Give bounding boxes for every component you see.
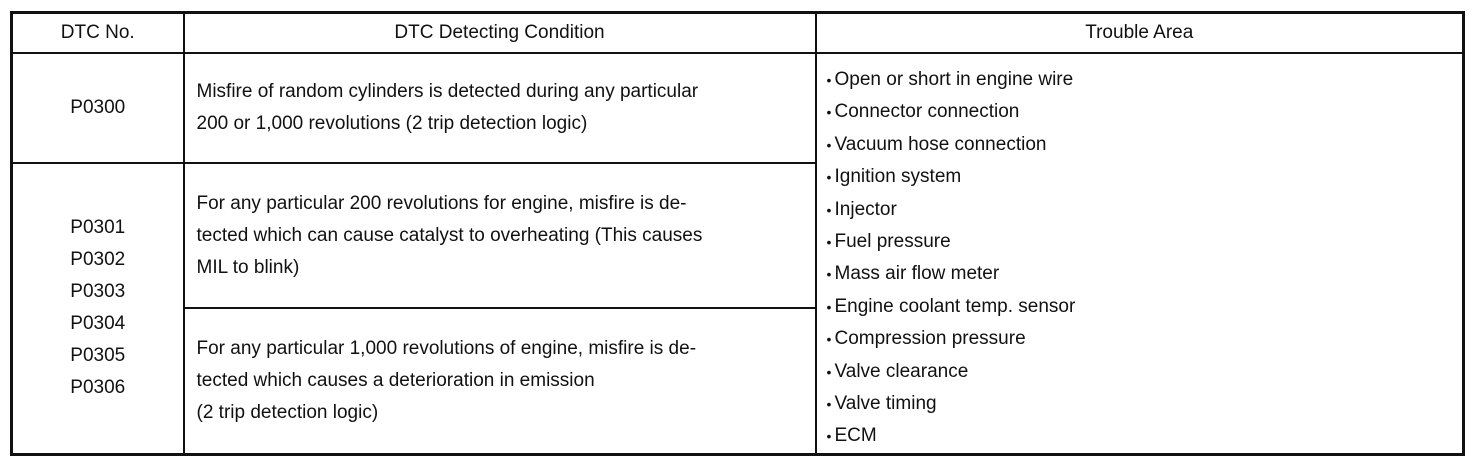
trouble-area-text: ECM <box>834 425 877 447</box>
dtc-table <box>10 11 1465 456</box>
trouble-area-list <box>827 64 1463 453</box>
trouble-area-text: Connector connection <box>834 101 1020 123</box>
bullet-icon: • <box>826 363 832 380</box>
dtc-code: P0304 <box>70 313 126 335</box>
dtc-code: P0303 <box>70 281 126 303</box>
bullet-icon: • <box>826 136 832 153</box>
trouble-area-text: Engine coolant temp. sensor <box>834 295 1076 317</box>
list-item <box>827 258 1463 290</box>
list-item <box>827 356 1463 388</box>
bullet-icon: • <box>826 266 832 283</box>
trouble-area-text: Vacuum hose connection <box>834 133 1047 155</box>
list-item <box>827 64 1463 96</box>
list-item <box>827 129 1463 161</box>
bullet-icon: • <box>826 298 832 315</box>
condition-line: MIL to blink) <box>196 256 300 278</box>
condition-cell <box>184 163 816 308</box>
table-row <box>12 53 1464 163</box>
header-dtc-no: DTC No. <box>12 13 184 54</box>
header-detecting-condition: DTC Detecting Condition <box>184 13 816 54</box>
list-item <box>827 96 1463 128</box>
list-item <box>827 161 1463 193</box>
bullet-icon: • <box>826 396 832 413</box>
list-item <box>827 226 1463 258</box>
trouble-area-text: Valve clearance <box>834 360 969 382</box>
trouble-area-text: Open or short in engine wire <box>834 69 1074 90</box>
trouble-area-text: Mass air flow meter <box>834 263 1000 285</box>
list-item <box>827 323 1463 355</box>
dtc-code: P0306 <box>70 377 126 399</box>
condition-line: 200 or 1,000 revolutions (2 trip detection logic) <box>196 113 588 134</box>
header-row <box>12 13 1464 54</box>
bullet-icon: • <box>826 104 832 121</box>
condition-line: tected which can cause catalyst to overheating (This causes <box>196 224 703 246</box>
trouble-area-text: Ignition system <box>834 166 962 188</box>
dtc-code-cell <box>12 163 184 454</box>
trouble-area-text: Valve timing <box>834 393 937 415</box>
bullet-icon: • <box>826 169 832 186</box>
condition-line: (2 trip detection logic) <box>196 402 379 424</box>
bullet-icon: • <box>826 234 832 251</box>
trouble-area-text: Compression pressure <box>834 328 1026 350</box>
dtc-code: P0302 <box>70 249 126 271</box>
trouble-area-text: Injector <box>834 198 897 220</box>
condition-line: Misfire of random cylinders is detected during any particular <box>196 81 699 102</box>
bullet-icon: • <box>826 428 832 445</box>
condition-line: For any particular 1,000 revolutions of engine, misfire is de- <box>196 338 697 360</box>
bullet-icon: • <box>826 72 832 88</box>
dtc-code-cell <box>12 53 184 163</box>
condition-line: For any particular 200 revolutions for engine, misfire is de- <box>196 192 687 214</box>
bullet-icon: • <box>826 331 832 348</box>
bullet-icon: • <box>826 201 832 218</box>
dtc-code: P0300 <box>70 97 126 118</box>
dtc-code: P0305 <box>70 345 126 367</box>
list-item <box>827 420 1463 452</box>
condition-line: tected which causes a deterioration in emission <box>196 370 595 392</box>
condition-cell <box>184 308 816 454</box>
trouble-area-cell <box>816 53 1464 454</box>
header-trouble-area: Trouble Area <box>816 13 1464 54</box>
list-item <box>827 194 1463 226</box>
list-item <box>827 291 1463 323</box>
list-item <box>827 388 1463 420</box>
dtc-code: P0301 <box>70 217 126 239</box>
condition-cell <box>184 53 816 163</box>
trouble-area-text: Fuel pressure <box>834 231 951 253</box>
